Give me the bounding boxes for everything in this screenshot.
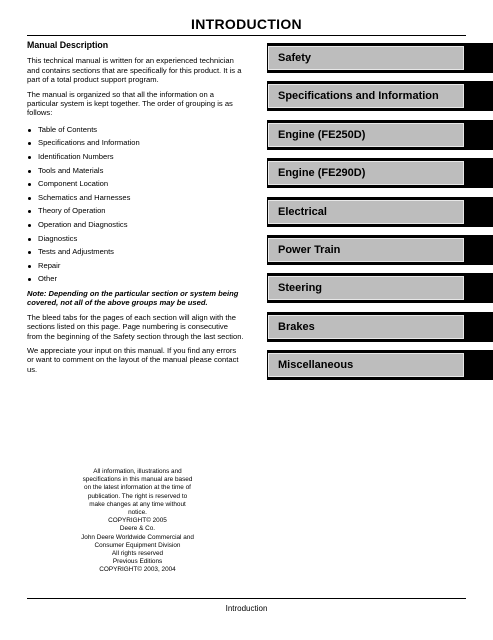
list-item: Tools and Materials [27,164,245,178]
tab-engine-fe250d[interactable] [267,120,493,150]
tab-steering[interactable] [267,273,493,303]
tab-specifications-and-information[interactable] [267,81,493,111]
tab-label: Safety [278,52,312,64]
tab-power-train[interactable] [267,235,493,265]
title-divider [27,35,466,36]
page-title: INTRODUCTION [191,16,302,32]
copyright-line: notice. [128,509,147,517]
tab-brakes[interactable] [267,312,493,342]
tab-miscellaneous[interactable] [267,350,493,380]
tab-label: Engine (FE290D) [278,167,366,180]
list-item: Schematics and Harnesses [27,191,245,205]
copyright-line: specifications in this manual are based [82,476,193,484]
copyright-line: COPYRIGHT© 2003, 2004 [99,566,176,574]
copyright-line: Deere & Co. [119,525,156,533]
organization-paragraph: The manual is organized so that all the information on a particular system is kept together. The order of grouping is as follows: [27,89,233,118]
copyright-line: publication. The right is reserved to [87,492,188,500]
section-tabs [267,43,493,389]
copyright-line: on the latest information at the time of [84,484,191,492]
page-footer: Introduction [225,604,268,613]
tab-label: Steering [278,282,323,295]
tab-label: Power Train [278,243,341,256]
list-item: Tests and Adjustments [27,245,245,259]
list-item: Operation and Diagnostics [27,218,245,232]
copyright-line: All information, illustrations and [93,468,182,475]
manual-description [27,41,245,379]
copyright-line: John Deere Worldwide Commercial and [81,533,194,541]
list-item: Theory of Operation [27,204,245,218]
copyright-line: Consumer Equipment Division [94,541,181,549]
tab-safety[interactable] [267,43,493,73]
tab-electrical[interactable] [267,197,493,227]
list-item: Other [27,272,245,286]
copyright-notice [70,468,205,575]
tab-label: Specifications and Information [278,90,439,103]
footer-divider [27,598,466,599]
list-item: Diagnostics [27,232,245,246]
intro-paragraph: This technical manual is written for an experienced technician and contains sections that are specifically for this product. It is a part of a total product support program. [27,56,242,85]
feedback-paragraph: We appreciate your input on this manual. If you find any errors or want to comment on the layout of the manual please contact us. [27,346,239,374]
list-item: Component Location [27,177,245,191]
grouping-list [27,123,245,286]
copyright-line: COPYRIGHT© 2005 [108,517,167,525]
copyright-line: Previous Editions [112,558,163,566]
tab-label: Brakes [278,320,315,333]
note-paragraph: Note: Depending on the particular section or system being covered, not all of the above groups may be used. [27,288,239,308]
tab-label: Electrical [278,205,327,218]
tab-label: Miscellaneous [278,359,354,372]
tab-label: Engine (FE250D) [278,128,366,141]
section-heading: Manual Description [27,40,109,50]
copyright-line: All rights reserved [111,550,164,558]
list-item: Identification Numbers [27,150,245,164]
list-item: Table of Contents [27,123,245,137]
copyright-line: make changes at any time without [89,500,186,508]
list-item: Repair [27,259,245,273]
tab-engine-fe290d[interactable] [267,158,493,188]
list-item: Specifications and Information [27,136,245,150]
bleed-tabs-paragraph: The bleed tabs for the pages of each section will align with the sections listed on this page. Page numbering is consecutive from the beginning of the Safety section through the last section. [27,312,244,341]
